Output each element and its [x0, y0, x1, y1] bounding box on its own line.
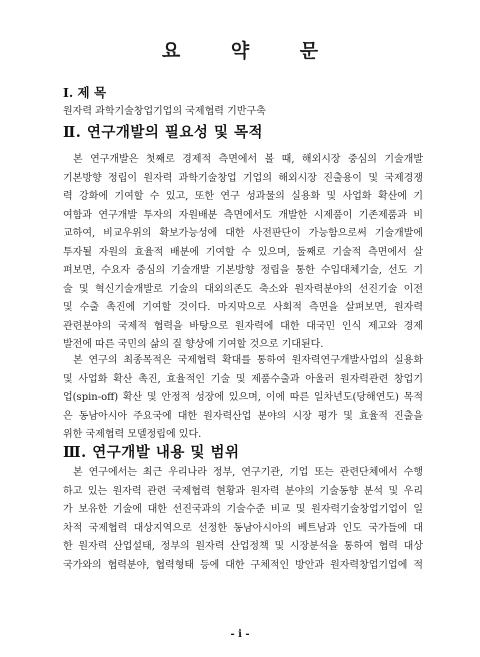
text-line: 본 연구의 최종목적은 국제협력 확대를 통하여 원자력연구개발사업의 실용화 [73, 355, 423, 366]
text-line: 투자될 자원의 효율적 배분에 기여할 수 있으며, 둘째로 기술적 측면에서 살 [63, 246, 423, 258]
text-line: 한 원자력 산업설태, 정부의 원자력 산업정책 및 시장분석을 통하여 협력 대상 [63, 541, 423, 552]
text-line: 력 강화에 기여할 수 있고, 또한 연구 성과물의 실용화 및 사업화 확산에 기 [63, 191, 423, 202]
section-2-paragraph-1 [63, 151, 423, 355]
text-line: 업(spin-off) 확산 및 안정적 성장에 있으며, 이에 따른 일차년도(당해연도) 목적 [63, 392, 423, 403]
section-3-heading: Ⅲ. 연구개발 내용 및 범위 [63, 444, 240, 461]
text-line: 국가와의 협력분야, 협력형태 등에 대한 구체적인 방안과 원자력창업기업에 적 [63, 559, 423, 571]
text-line: 교하여, 비교우위의 확보가능성에 대한 사전판단이 가능함으로써 기술개발에 [63, 228, 423, 239]
text-line: 은 동남아시아 주요국에 대한 원자력산업 분야의 시장 평가 및 효율적 진출을 [63, 410, 423, 422]
section-1-heading: I. 제 목 [63, 85, 107, 100]
text-line: 기본방향 정립이 원자력 과학기술창업 기업의 해외시장 진출용이 및 국제경쟁 [63, 172, 423, 184]
text-line: 여함과 연구개발 투자의 자원배분 측면에서도 개발한 시제품이 기존제품과 비 [63, 209, 423, 221]
text-line: 본 연구개발은 첫째로 경제적 측면에서 볼 때, 해외시장 중심의 기술개발 [73, 154, 423, 165]
section-2-heading: Ⅱ. 연구개발의 필요성 및 목적 [63, 124, 264, 141]
text-line: 가 보유한 기술에 대한 선진국과의 기술수준 비교 및 원자력기술창업기업이 일 [63, 504, 423, 515]
text-line: 본 연구에서는 최근 우리나라 정부, 연구기관, 기업 또는 관련단체에서 수행 [73, 467, 423, 478]
text-line: 차적 국제협력 대상지역으로 선정한 동남아시아의 베트남과 인도 국가들에 대 [63, 522, 423, 534]
text-line: 하고 있는 원자력 관련 국제협력 현황과 원자력 분야의 기술동향 분석 및 우리 [63, 485, 423, 497]
text-line: 및 사업화 확산 촉진, 효율적인 기술 및 제품수출과 아울러 원자력관련 창업기 [63, 373, 423, 385]
text-line: 위한 국제협력 모델정립에 있다. [63, 429, 202, 440]
text-line: 펴보면, 수요자 중심의 기술개발 기본방향 정립을 통한 수입대체기술, 선도 기 [63, 265, 423, 276]
page-number: - i - [230, 629, 250, 640]
text-line: 술 및 혁신기술개발로 기술의 대외의존도 축소와 원자력분야의 선진기술 이전 [63, 283, 423, 295]
text-line: 및 수출 촉진에 기여할 것이다. 마지막으로 사회적 측면을 살펴보면, 원자력 [63, 302, 423, 313]
section-3-paragraph-1 [63, 464, 423, 575]
section-2-paragraph-2 [63, 352, 423, 445]
text-line: 관련분야의 국제적 협력을 바탕으로 원자력에 대한 대국민 인식 제고와 경제 [63, 320, 423, 332]
document-title: 요 약 문 [161, 40, 341, 62]
section-1-text: 원자력 과학기술창업기업의 국제협력 기반구축 [63, 106, 266, 117]
text-line: 발전에 따른 국민의 삶의 질 향상에 기여할 것으로 기대된다. [63, 339, 324, 350]
